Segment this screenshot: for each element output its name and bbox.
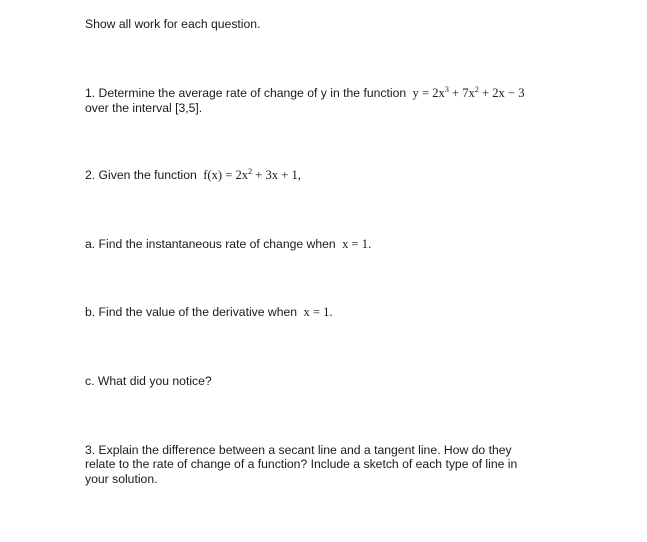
question-2a-math: x = 1.	[342, 237, 372, 251]
question-2c: c. What did you notice?	[85, 374, 212, 388]
question-1-function: $y = 2x^3 + 7x^2 + 2x - 3$	[412, 85, 525, 100]
question-2a-text: a. Find the instantaneous rate of change when	[85, 237, 336, 251]
question-2a	[85, 237, 371, 252]
question-2b-math: x = 1.	[303, 305, 333, 319]
question-2-text: 2. Given the function	[85, 168, 197, 182]
question-1-line-1	[85, 86, 525, 101]
question-3-line-1: 3. Explain the difference between a secant line and a tangent line. How do they	[85, 443, 512, 457]
question-2b	[85, 305, 333, 320]
question-2b-text: b. Find the value of the derivative when	[85, 305, 298, 319]
question-3-line-2: relate to the rate of change of a function? Include a sketch of each type of line in	[85, 457, 518, 471]
question-1-text: 1. Determine the average rate of change of y in the function	[85, 86, 407, 100]
question-2	[85, 168, 301, 183]
question-1-line-2: over the interval [3,5].	[85, 101, 203, 115]
instructions: Show all work for each question.	[85, 17, 261, 31]
question-3-line-3: your solution.	[85, 472, 158, 486]
question-2-function: $f(x) = 2x^2 + 3x + 1$,	[203, 167, 301, 182]
